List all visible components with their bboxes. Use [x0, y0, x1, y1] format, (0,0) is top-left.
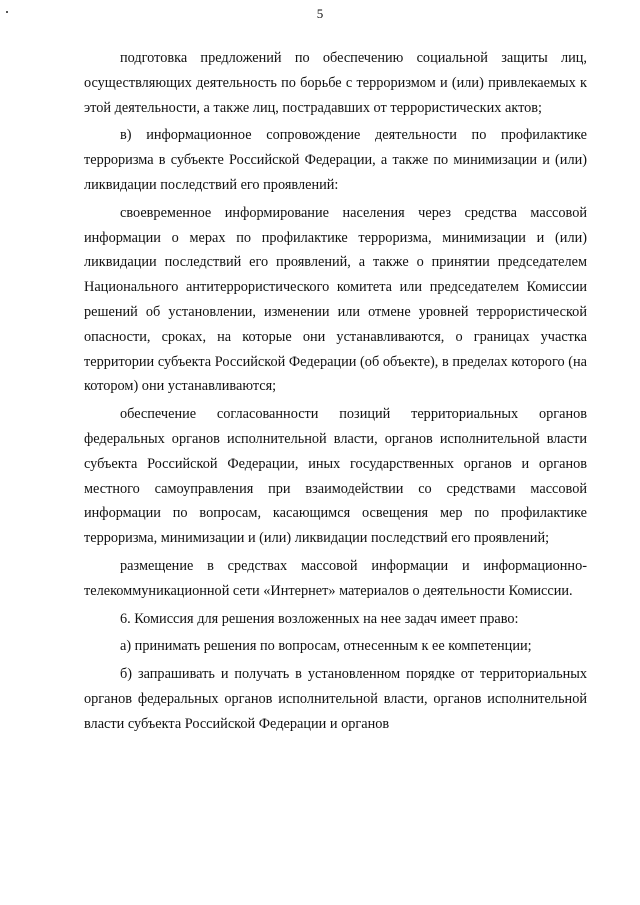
paragraph-info-support: в) информационное сопровождение деятельности по профилактике терроризма в субъекте Российской Федерации, а также по минимизации и (или) ликвидации последствий его проявлений:: [84, 127, 587, 193]
paragraph-social-protection: подготовка предложений по обеспечению социальной защиты лиц, осуществляющих деятельность по борьбе с терроризмом и (или) привлекаемых к этой деятельности, а также лиц, пострадавших от террористических актов;: [84, 50, 587, 116]
paragraph-timely-informing: своевременное информирование населения через средства массовой информации о мерах по профилактике терроризма, минимизации и (или) ликвидации последствий его проявлений, а также о принятии председателем Национального антитеррористического комитета или председателем Комиссии решений об установлении, изменении или отмене уровней террористической опасности, сроках, на которые они устанавливаются, о границах участка территории субъекта Российской Федерации (об объекте), в пределах которого (на котором) они устанавливаются;: [84, 204, 587, 395]
paragraph-right-a: а) принимать решения по вопросам, отнесенным к ее компетенции;: [120, 638, 532, 655]
paragraph-internet-publication: размещение в средствах массовой информации и информационно-телекоммуникационной сети «Интернет» материалов о деятельности Комиссии.: [84, 557, 587, 599]
body-text: [84, 46, 587, 737]
paragraph-right-b: б) запрашивать и получать в установленном порядке от территориальных органов федеральных органов исполнительной власти, органов исполнительной власти субъекта Российской Федерации и органов: [84, 666, 587, 732]
paragraph-coordination: обеспечение согласованности позиций территориальных органов федеральных органов исполнительной власти, органов исполнительной власти субъекта Российской Федерации, иных государственных органов и органов местного самоуправления при взаимодействии со средствами массовой информации по вопросам, касающимся освещения мер по профилактике терроризма, минимизации и (или) ликвидации последствий его проявлений;: [84, 406, 587, 547]
paragraph-commission-rights: 6. Комиссия для решения возложенных на нее задач имеет право:: [120, 610, 519, 627]
page-number: 5: [316, 6, 324, 21]
